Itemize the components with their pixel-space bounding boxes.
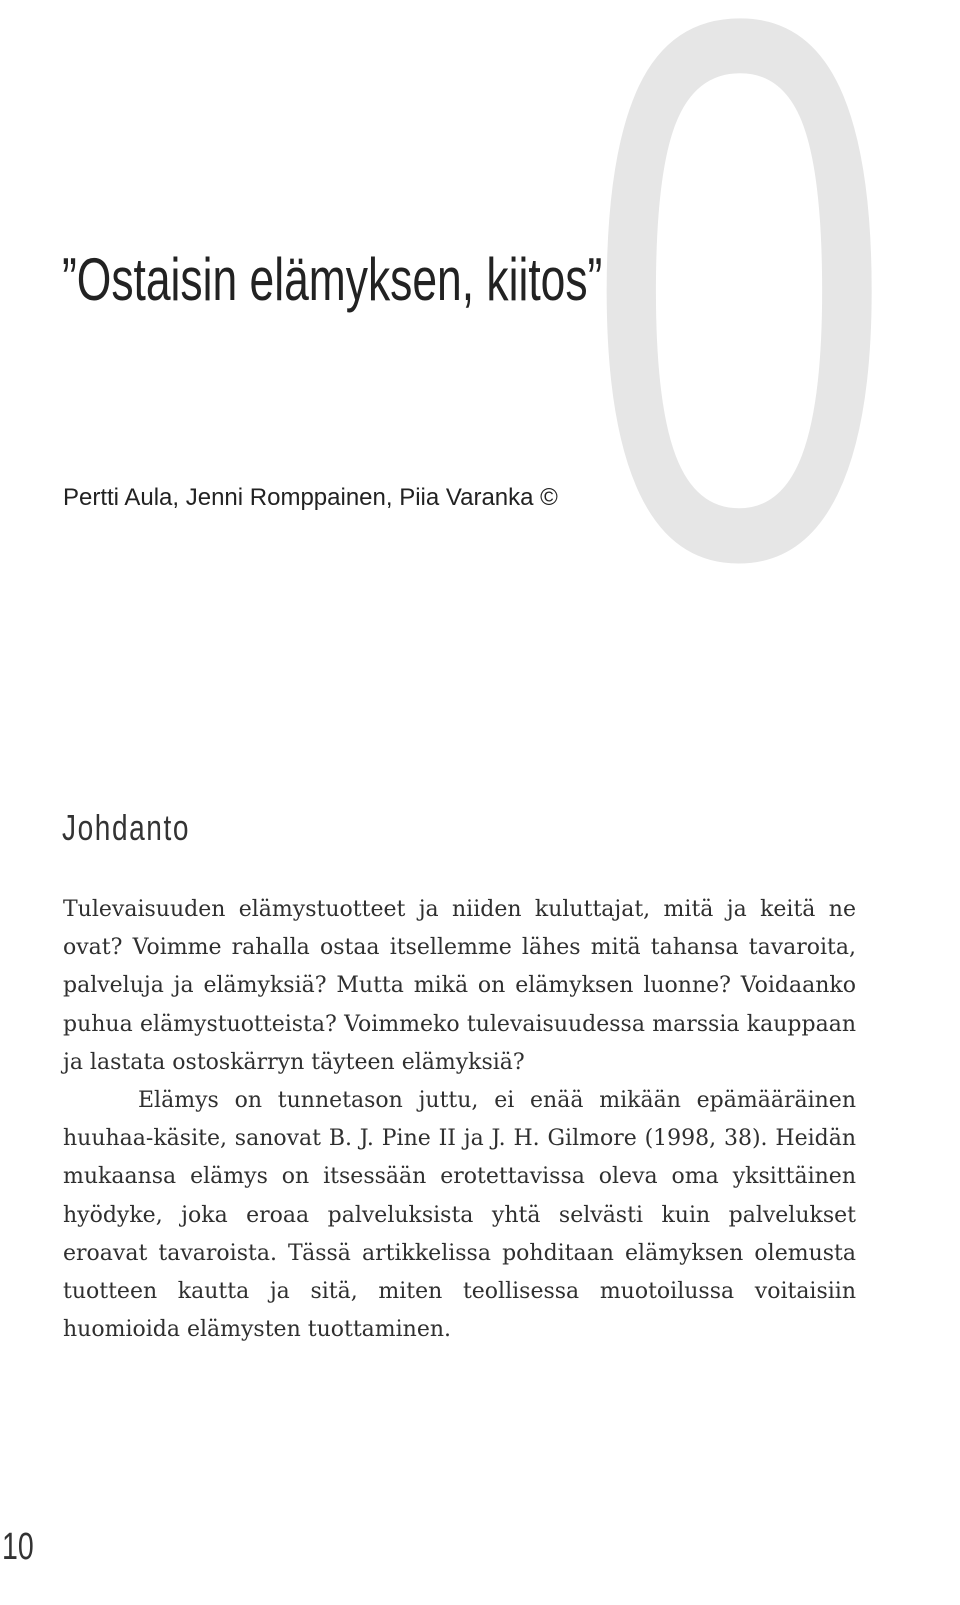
article-title: ”Ostaisin elämyksen, kiitos” [62, 246, 603, 313]
section-heading: Johdanto [62, 807, 191, 848]
article-authors: Pertti Aula, Jenni Romppainen, Piia Varanka © [63, 484, 558, 511]
body-text [63, 891, 856, 1349]
paragraph: Elämys on tunnetason juttu, ei enää mikään epämääräinen huuhaa-käsite, sanovat B. J. Pine II ja J. H. Gilmore (1998, 38). Heidän mukaansa elämys on itsessään erotettavissa oleva oma yksittäinen hyödyke, joka eroaa palveluksista yhtä selvästi kuin palvelukset eroavat tavaroista. Tässä artikkelissa pohditaan elämyksen olemusta tuotteen kautta ja sitä, miten teollisessa muotoilussa voitaisiin huomioida elämysten tuottaminen. [63, 1088, 856, 1343]
page-number: 10 [2, 1526, 34, 1568]
chapter-number: 0 [585, 0, 894, 720]
paragraph: Tulevaisuuden elämystuotteet ja niiden kuluttajat, mitä ja keitä ne ovat? Voimme rahalla ostaa itsellemme lähes mitä tahansa tavaroita, palveluja ja elämyksiä? Mutta mikä on elämyksen luonne? Voidaanko puhua elämystuotteista? Voimmeko tulevaisuudessa marssia kauppaan ja lastata ostoskärryn täyteen elämyksiä? [63, 897, 856, 1075]
